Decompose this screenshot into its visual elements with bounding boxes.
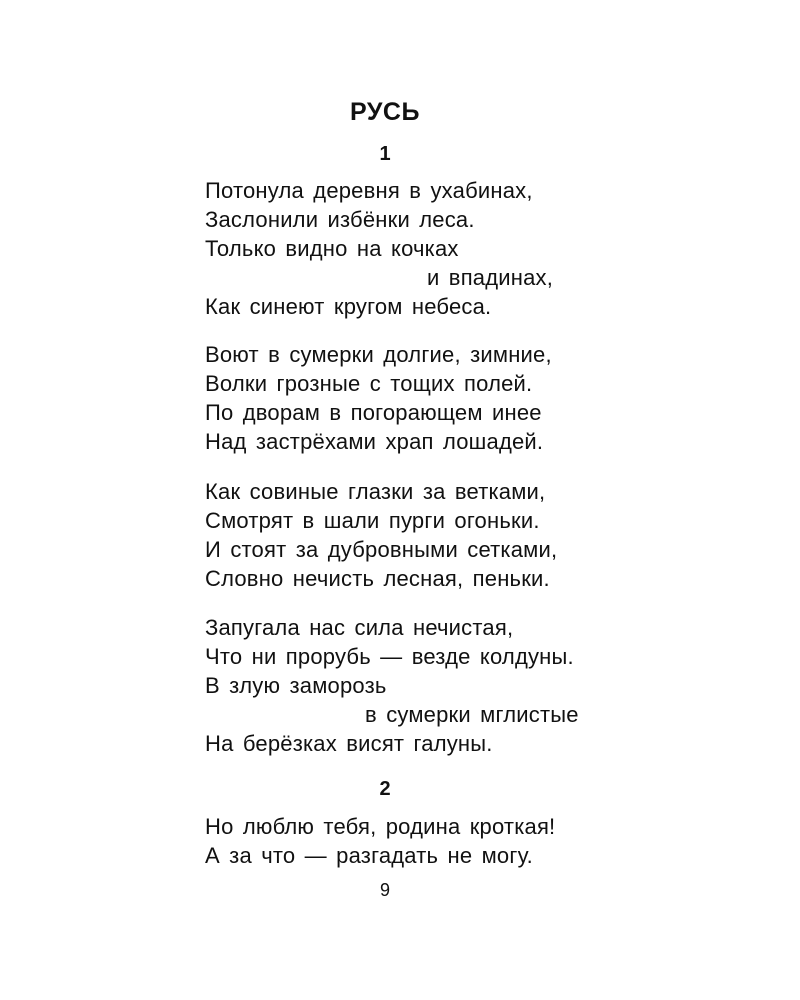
poem-line: Словно нечисть лесная, пеньки.	[205, 566, 550, 591]
poem-line: Только видно на кочках	[205, 236, 459, 261]
stanza-2	[205, 340, 552, 456]
stanza-4	[205, 613, 579, 758]
poem-line: А за что — разгадать не могу.	[205, 843, 533, 868]
poem-line: Над застрёхами храп лошадей.	[205, 429, 544, 454]
poem-line: Заслонили избёнки леса.	[205, 207, 475, 232]
poem-title: РУСЬ	[350, 98, 420, 126]
stanza-3	[205, 477, 557, 593]
section-number-1: 1	[379, 143, 391, 165]
poem-line: На берёзках висят галуны.	[205, 731, 493, 756]
stanza-5	[205, 812, 555, 870]
poem-line: Потонула деревня в ухабинах,	[205, 178, 533, 203]
stanza-1	[205, 176, 553, 321]
poem-line-indented: в сумерки мглистые	[365, 702, 579, 727]
poem-line: Волки грозные с тощих полей.	[205, 371, 533, 396]
poem-line: В злую заморозь	[205, 673, 387, 698]
poem-line: Но люблю тебя, родина кроткая!	[205, 814, 556, 839]
poem-line: Как синеют кругом небеса.	[205, 294, 492, 319]
poem-line: Что ни прорубь — везде колдуны.	[205, 644, 574, 669]
page-number: 9	[379, 880, 390, 900]
poem-line: По дворам в погорающем инее	[205, 400, 542, 425]
poem-line: Смотрят в шали пурги огоньки.	[205, 508, 540, 533]
poem-line: Воют в сумерки долгие, зимние,	[205, 342, 552, 367]
poem-line: И стоят за дубровными сетками,	[205, 537, 558, 562]
poem-line: Запугала нас сила нечистая,	[205, 615, 514, 640]
poem-line: Как совиные глазки за ветками,	[205, 479, 546, 504]
poem-line-indented: и впадинах,	[427, 265, 554, 290]
section-number-2: 2	[379, 778, 391, 800]
